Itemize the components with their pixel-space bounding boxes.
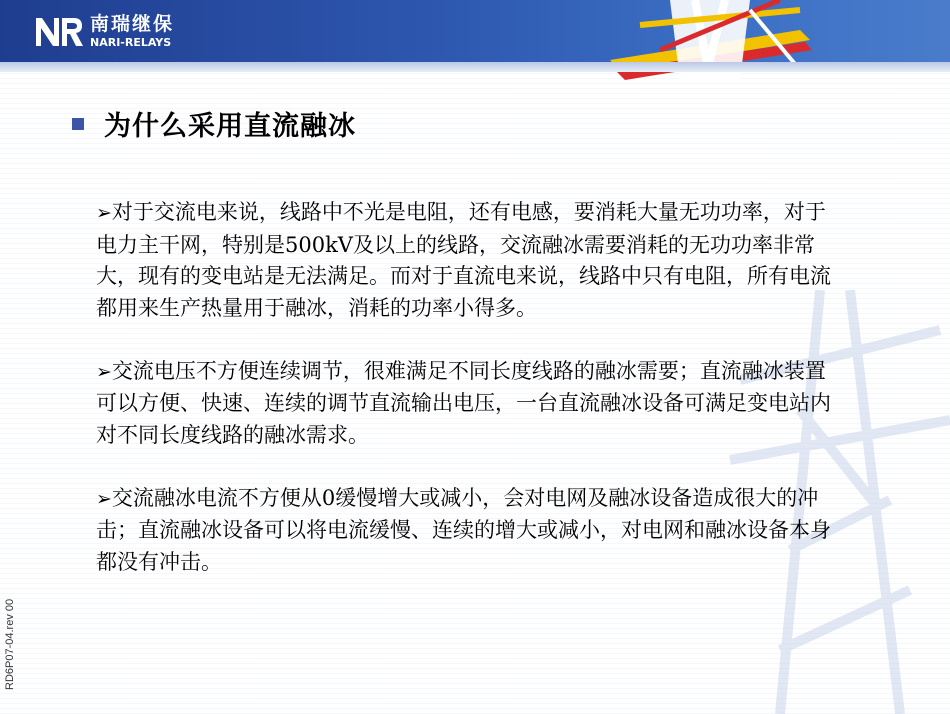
document-revision-code: RD6P07-04.rev 00 — [4, 598, 16, 690]
logo-chinese-name: 南瑞继保 — [90, 12, 175, 35]
body-content — [96, 197, 846, 610]
paragraph-3 — [96, 483, 846, 579]
paragraph-2 — [96, 356, 846, 452]
paragraph-text: 交流电压不方便连续调节，很难满足不同长度线路的融冰需要；直流融冰装置可以方便、快速、连续的调节直流输出电压，一台直流融冰设备可满足变电站内对不同长度线路的融冰需求。 — [96, 358, 831, 447]
arrow-bullet-icon: ➢ — [96, 487, 112, 510]
slide-title: 为什么采用直流融冰 — [104, 111, 356, 142]
square-bullet-icon — [72, 118, 84, 130]
header-bar — [0, 0, 950, 62]
logo-english-name: NARI-RELAYS — [90, 35, 172, 49]
title-row — [72, 104, 356, 143]
arrow-bullet-icon: ➢ — [96, 202, 112, 224]
company-logo — [34, 12, 174, 50]
arrow-bullet-icon: ➢ — [96, 360, 112, 383]
paragraph-text: 交流融冰电流不方便从0缓慢增大或减小，会对电网及融冰设备造成很大的冲击；直流融冰设备可以将电流缓慢、连续的增大或减小，对电网和融冰设备本身都没有冲击。 — [96, 485, 831, 574]
paragraph-1 — [96, 197, 846, 324]
header-shadow-band — [0, 62, 950, 72]
paragraph-text: 对于交流电来说，线路中不光是电阻，还有电感，要消耗大量无功功率，对于电力主干网，特别是500kV及以上的线路，交流融冰需要消耗的无功功率非常大，现有的变电站是无法满足。而对于直流电来说，线路中只有电阻，所有电流都用来生产热量用于融冰，消耗的功率小得多。 — [96, 200, 831, 320]
nr-logo-icon — [34, 12, 86, 50]
